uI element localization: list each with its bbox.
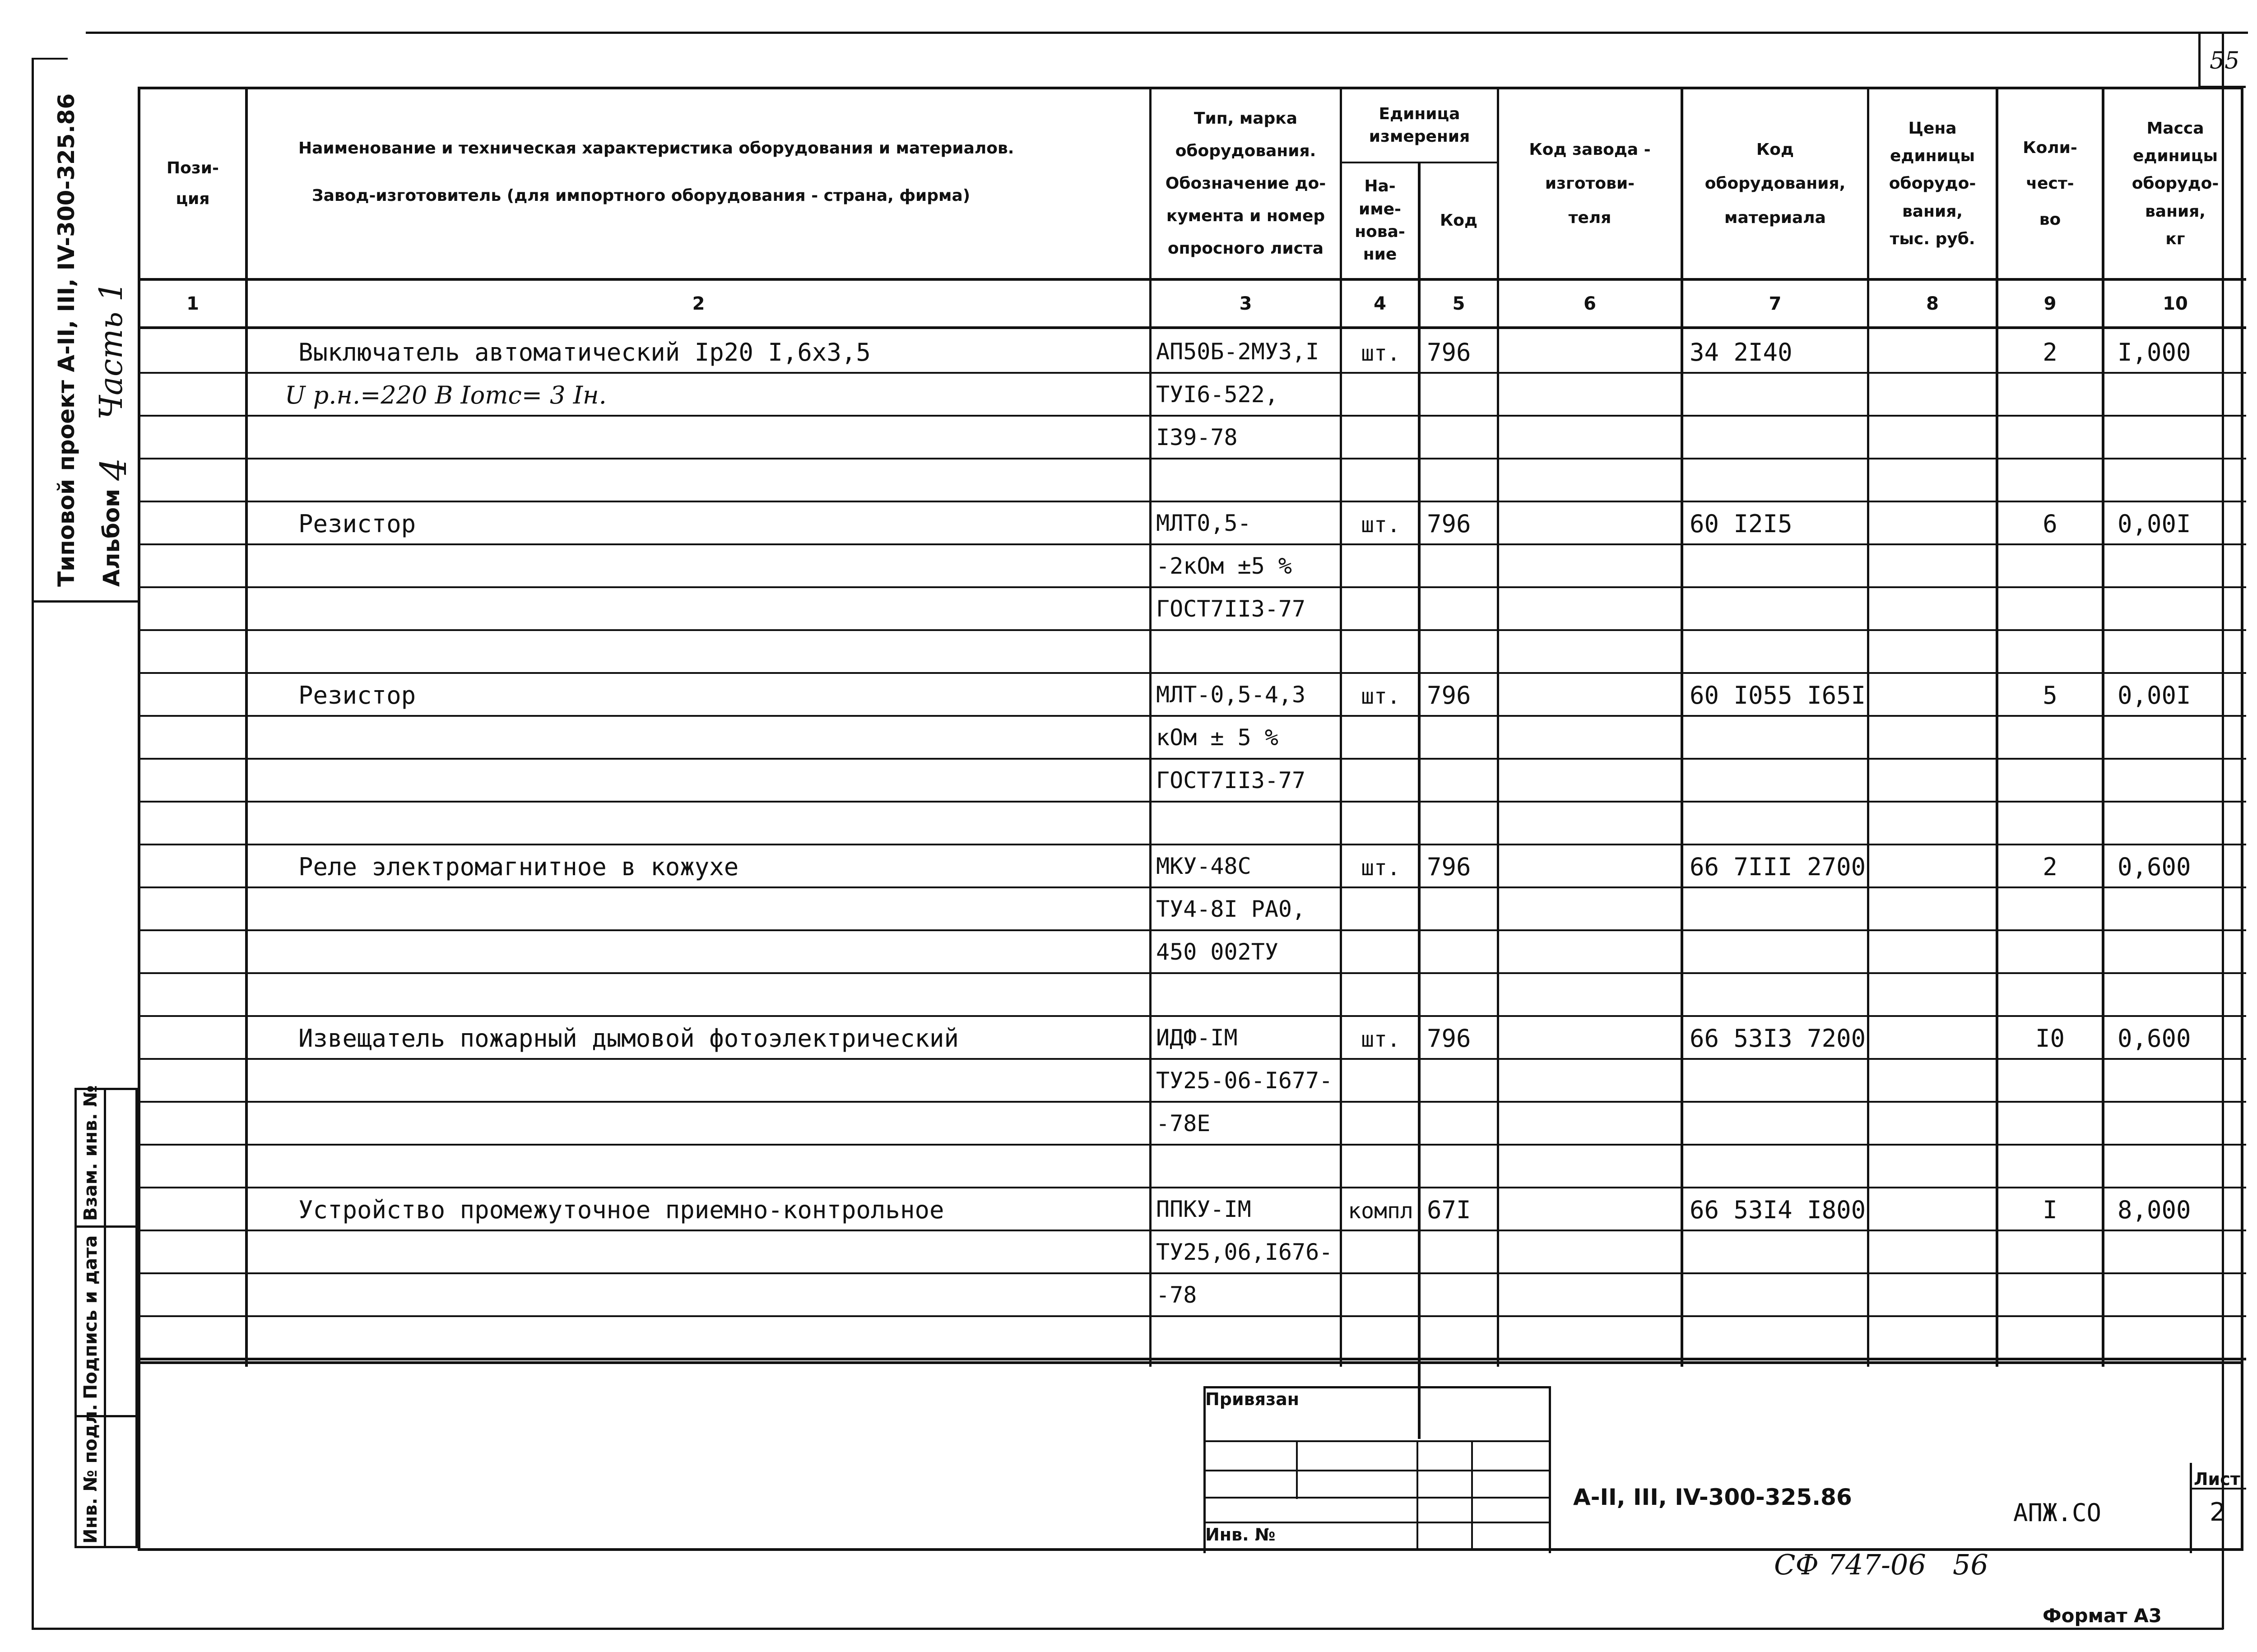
item-type-line: -2кОм ±5 % bbox=[1156, 553, 1292, 579]
column-number: 4 bbox=[1374, 293, 1386, 314]
item-equipment-code: 60 I055 I65I bbox=[1690, 681, 1866, 710]
item-mass: 0,00I bbox=[2118, 510, 2191, 538]
row-line bbox=[140, 629, 2246, 631]
item-mass: 8,000 bbox=[2118, 1196, 2191, 1224]
header-equipment-code: Код оборудования, материала bbox=[1704, 140, 1846, 227]
item-equipment-code: 66 53I3 7200 bbox=[1690, 1024, 1866, 1053]
row-line bbox=[140, 458, 2246, 459]
item-type-line: ТУ4-8I РА0, bbox=[1156, 896, 1306, 922]
item-unit-code: 796 bbox=[1427, 853, 1471, 881]
item-type-line: ТУ25-06-I677- bbox=[1156, 1067, 1333, 1094]
header-factory-code: Код завода - изготови- теля bbox=[1529, 140, 1651, 227]
column-number: 2 bbox=[692, 293, 705, 314]
item-name: Резистор bbox=[298, 510, 416, 538]
item-quantity: I0 bbox=[2035, 1024, 2065, 1053]
row-line bbox=[140, 501, 2246, 502]
item-type-line: I39-78 bbox=[1156, 424, 1238, 450]
item-mass: 0,600 bbox=[2118, 853, 2191, 881]
column-number: 5 bbox=[1452, 293, 1465, 314]
item-unit: шт. bbox=[1361, 512, 1400, 538]
item-equipment-code: 66 53I4 I800 bbox=[1690, 1196, 1866, 1224]
column-number: 6 bbox=[1584, 293, 1596, 314]
header-type: Тип, марка оборудования. Обозначение до- кумента и номер опросного листа bbox=[1165, 109, 1326, 258]
podpis-data-label: Подпись и дата bbox=[80, 1235, 101, 1399]
item-unit-code: 796 bbox=[1427, 510, 1471, 538]
header-unit-code: Код bbox=[1440, 211, 1478, 230]
item-type-line: ГОСТ7II3-77 bbox=[1156, 596, 1306, 622]
header-mass: Масса единицы оборудо- вания, кг bbox=[2132, 119, 2219, 248]
item-mass: I,000 bbox=[2118, 338, 2191, 367]
specification-table bbox=[138, 87, 2243, 1364]
item-equipment-code: 66 7III 2700 bbox=[1690, 853, 1866, 881]
item-type-line: кОм ± 5 % bbox=[1156, 724, 1278, 751]
row-line bbox=[140, 1144, 2246, 1146]
column-number: 3 bbox=[1239, 293, 1252, 314]
row-line bbox=[140, 758, 2246, 760]
item-unit: шт. bbox=[1361, 684, 1400, 709]
header-position: Пози- ция bbox=[167, 158, 219, 208]
item-equipment-code: 60 I2I5 bbox=[1690, 510, 1793, 538]
item-type-line: ППКУ-IМ bbox=[1156, 1196, 1251, 1222]
list-label: Лист bbox=[2194, 1469, 2240, 1489]
row-line bbox=[140, 586, 2246, 588]
side-stamp-album: Альбом bbox=[98, 488, 125, 587]
item-unit-code: 67I bbox=[1427, 1196, 1471, 1224]
item-type-line: МЛТ0,5- bbox=[1156, 510, 1251, 536]
item-type-line: ИДФ-IМ bbox=[1156, 1025, 1238, 1051]
header-name-line1: Наименование и техническая характеристика оборудования и материалов. bbox=[298, 139, 1014, 158]
item-mass: 0,00I bbox=[2118, 681, 2191, 710]
column-number: 10 bbox=[2163, 293, 2188, 314]
header-name-line2: Завод-изготовитель (для импортного оборудования - страна, фирма) bbox=[312, 186, 971, 205]
row-line bbox=[140, 972, 2246, 974]
item-unit: компл bbox=[1348, 1198, 1413, 1224]
list-number: 2 bbox=[2210, 1498, 2226, 1527]
item-unit: шт. bbox=[1361, 341, 1400, 366]
item-type-line: -78 bbox=[1156, 1282, 1197, 1308]
row-line bbox=[140, 372, 2246, 374]
left-frame-tick bbox=[32, 58, 68, 60]
privyazan-label: Привязан bbox=[1205, 1389, 1300, 1409]
column-number: 9 bbox=[2043, 293, 2057, 314]
item-unit-code: 796 bbox=[1427, 338, 1471, 367]
sheet-number: 55 bbox=[2210, 47, 2240, 74]
row-line bbox=[140, 672, 2246, 674]
document-code: А-II, III, IV-300-325.86 bbox=[1573, 1484, 1852, 1510]
item-unit: шт. bbox=[1361, 855, 1400, 881]
item-quantity: 6 bbox=[2043, 510, 2057, 538]
format-label: Формат А3 bbox=[2043, 1605, 2162, 1627]
item-type-line: МЛТ-0,5-4,3 bbox=[1156, 682, 1306, 708]
item-name: Резистор bbox=[298, 681, 416, 710]
row-line bbox=[140, 1058, 2246, 1060]
row-line bbox=[140, 844, 2246, 845]
header-unit-name: На- име- нова- ние bbox=[1355, 177, 1405, 264]
item-name: Реле электромагнитное в кожухе bbox=[298, 853, 739, 881]
row-line bbox=[140, 1315, 2246, 1317]
item-unit-code: 796 bbox=[1427, 1024, 1471, 1053]
item-type-line: МКУ-48С bbox=[1156, 853, 1251, 879]
item-name: Извещатель пожарный дымовой фотоэлектрический bbox=[298, 1024, 959, 1053]
item-quantity: 5 bbox=[2043, 681, 2057, 710]
item-name: Устройство промежуточное приемно-контрольное bbox=[298, 1196, 944, 1224]
row-line bbox=[140, 801, 2246, 803]
item-type-line: ТУI6-522, bbox=[1156, 381, 1278, 408]
header-unit-group: Единица измерения bbox=[1369, 104, 1470, 146]
row-line bbox=[140, 415, 2246, 417]
column-number: 8 bbox=[1926, 293, 1939, 314]
item-type-line: АП50Б-2МУЗ,I bbox=[1156, 339, 1319, 365]
bottom-frame-line bbox=[32, 1628, 2223, 1630]
row-line bbox=[140, 1230, 2246, 1231]
item-type-line: -78Е bbox=[1156, 1110, 1211, 1137]
inv-no-label: Инв. № bbox=[1205, 1525, 1276, 1545]
item-quantity: I bbox=[2043, 1196, 2057, 1224]
column-number: 7 bbox=[1769, 293, 1782, 314]
row-line bbox=[140, 1015, 2246, 1017]
item-note: U р.н.=220 В Iотс= 3 Iн. bbox=[285, 381, 607, 409]
item-unit: шт. bbox=[1361, 1027, 1400, 1052]
row-line bbox=[140, 715, 2246, 717]
row-line bbox=[140, 1101, 2246, 1103]
document-mark: АПЖ.СО bbox=[2013, 1499, 2102, 1527]
row-line bbox=[140, 543, 2246, 545]
vzam-inv-label: Взам. инв. № bbox=[80, 1085, 101, 1221]
item-quantity: 2 bbox=[2043, 853, 2057, 881]
item-type-line: 450 002ТУ bbox=[1156, 939, 1278, 965]
item-equipment-code: 34 2I40 bbox=[1690, 338, 1793, 367]
row-line bbox=[140, 929, 2246, 931]
side-stamp-part: Часть 1 bbox=[93, 281, 130, 420]
item-mass: 0,600 bbox=[2118, 1024, 2191, 1053]
side-stamp-album-no: 4 bbox=[93, 458, 135, 481]
item-type-line: ГОСТ7II3-77 bbox=[1156, 767, 1306, 794]
row-line bbox=[140, 886, 2246, 888]
header-quantity: Коли- чест- во bbox=[2023, 139, 2077, 229]
item-type-line: ТУ25,06,I676- bbox=[1156, 1239, 1333, 1265]
item-quantity: 2 bbox=[2043, 338, 2057, 367]
title-block bbox=[138, 1361, 2243, 1551]
column-number: 1 bbox=[186, 293, 199, 314]
top-frame-line bbox=[86, 32, 2248, 34]
inv-podl-label: Инв. № подл. bbox=[80, 1404, 101, 1544]
side-stamp-project: Типовой проект А-II, III, IV-300-325.86 bbox=[53, 93, 79, 587]
header-price: Цена единицы оборудо- вания, тыс. руб. bbox=[1889, 119, 1976, 248]
row-line bbox=[140, 1272, 2246, 1274]
item-name: Выключатель автоматический Iр20 I,6х3,5 bbox=[298, 338, 871, 367]
row-line bbox=[140, 1187, 2246, 1188]
handwritten-code: СФ 747-06 56 bbox=[1774, 1548, 1988, 1581]
item-unit-code: 796 bbox=[1427, 681, 1471, 710]
